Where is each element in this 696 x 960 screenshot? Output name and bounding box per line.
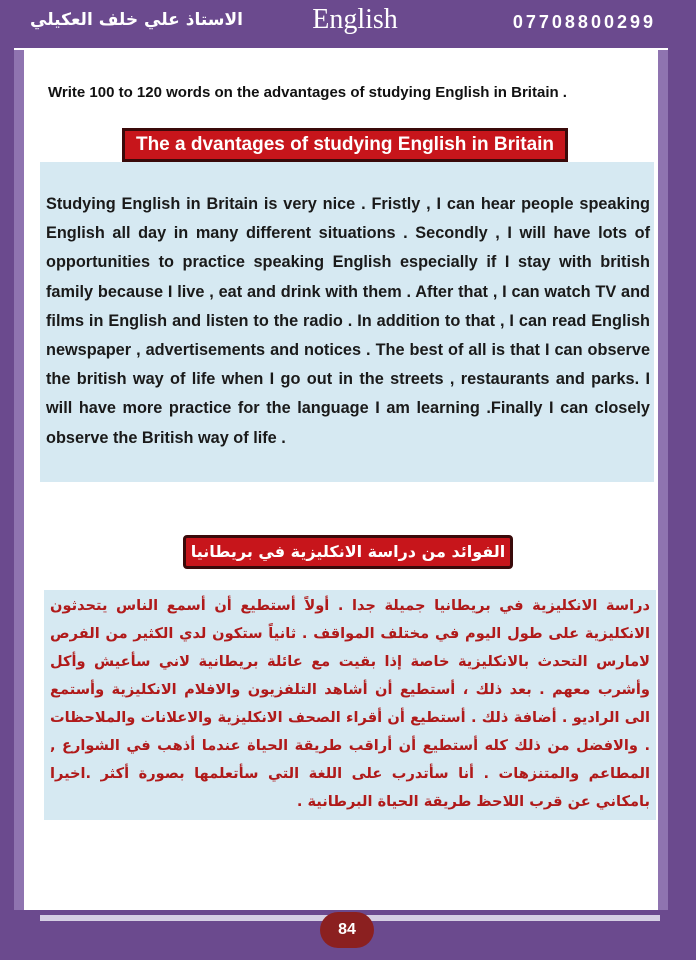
left-frame [0, 0, 14, 960]
page-number-badge: 84 [320, 912, 374, 948]
phone-number: 07708800299 [512, 12, 656, 32]
right-frame [668, 0, 696, 960]
english-section-title: The a dvantages of studying English in Britain [122, 128, 568, 162]
arabic-paragraph: دراسة الانكليزية في بريطانيا جميلة جدا . أولاً أستطيع أن أسمع الناس يتحدثون الانكليزية على طول اليوم في مختلف المواقف . ثانياً ستكون لدي الكثير من الفرص لامارس التحدث بالانكليزية خاصة إذا بقيت مع عائلة بريطانية لاني سأعيش وأكل وأشرب معهم . بعد ذلك ، أستطيع أن أشاهد التلفزيون والافلام الانكليزية وأستمع الى الراديو . أضافة ذلك . أستطيع أن أقراء الصحف الانكليزية والاعلانات والملاحظات . والافضل من ذلك كله أستطيع أن أراقب طريقة الحياة عندما أذهب في الشوارع , المطاعم والمتنزهات . أنا سأتدرب على اللغة التي سأتعلمها بصورة أكثر .اخيرا بامكاني عن قرب اللاحظ طريقة الحياة البرطانية . [50, 597, 650, 810]
right-frame-inner [658, 50, 668, 910]
writing-instruction: Write 100 to 120 words on the advantages of studying English in Britain . [48, 84, 567, 101]
author-name: الاستاذ علي خلف العكيلي [30, 10, 243, 30]
subject-title: English [312, 4, 398, 35]
left-frame-inner [14, 50, 24, 910]
arabic-section-title: الفوائد من دراسة الانكليزية في بريطانيا [183, 535, 513, 569]
english-paragraph: Studying English in Britain is very nice . Fristly , I can hear people speaking English all day in many different situations . Secondly , I will have lots of opportunities to practice speaking English especially if I stay with british family because I live , eat and drink with them . After that , I can watch TV and films in English and listen to the radio . In addition to that , I can read English newspaper , advertisements and notices . The best of all is that I can observe the british way of life when I go out in the streets , restaurants and parks. I will have more practice for the language I am learning .Finally I can closely observe the British way of life . [46, 195, 650, 447]
page-header [0, 0, 696, 48]
